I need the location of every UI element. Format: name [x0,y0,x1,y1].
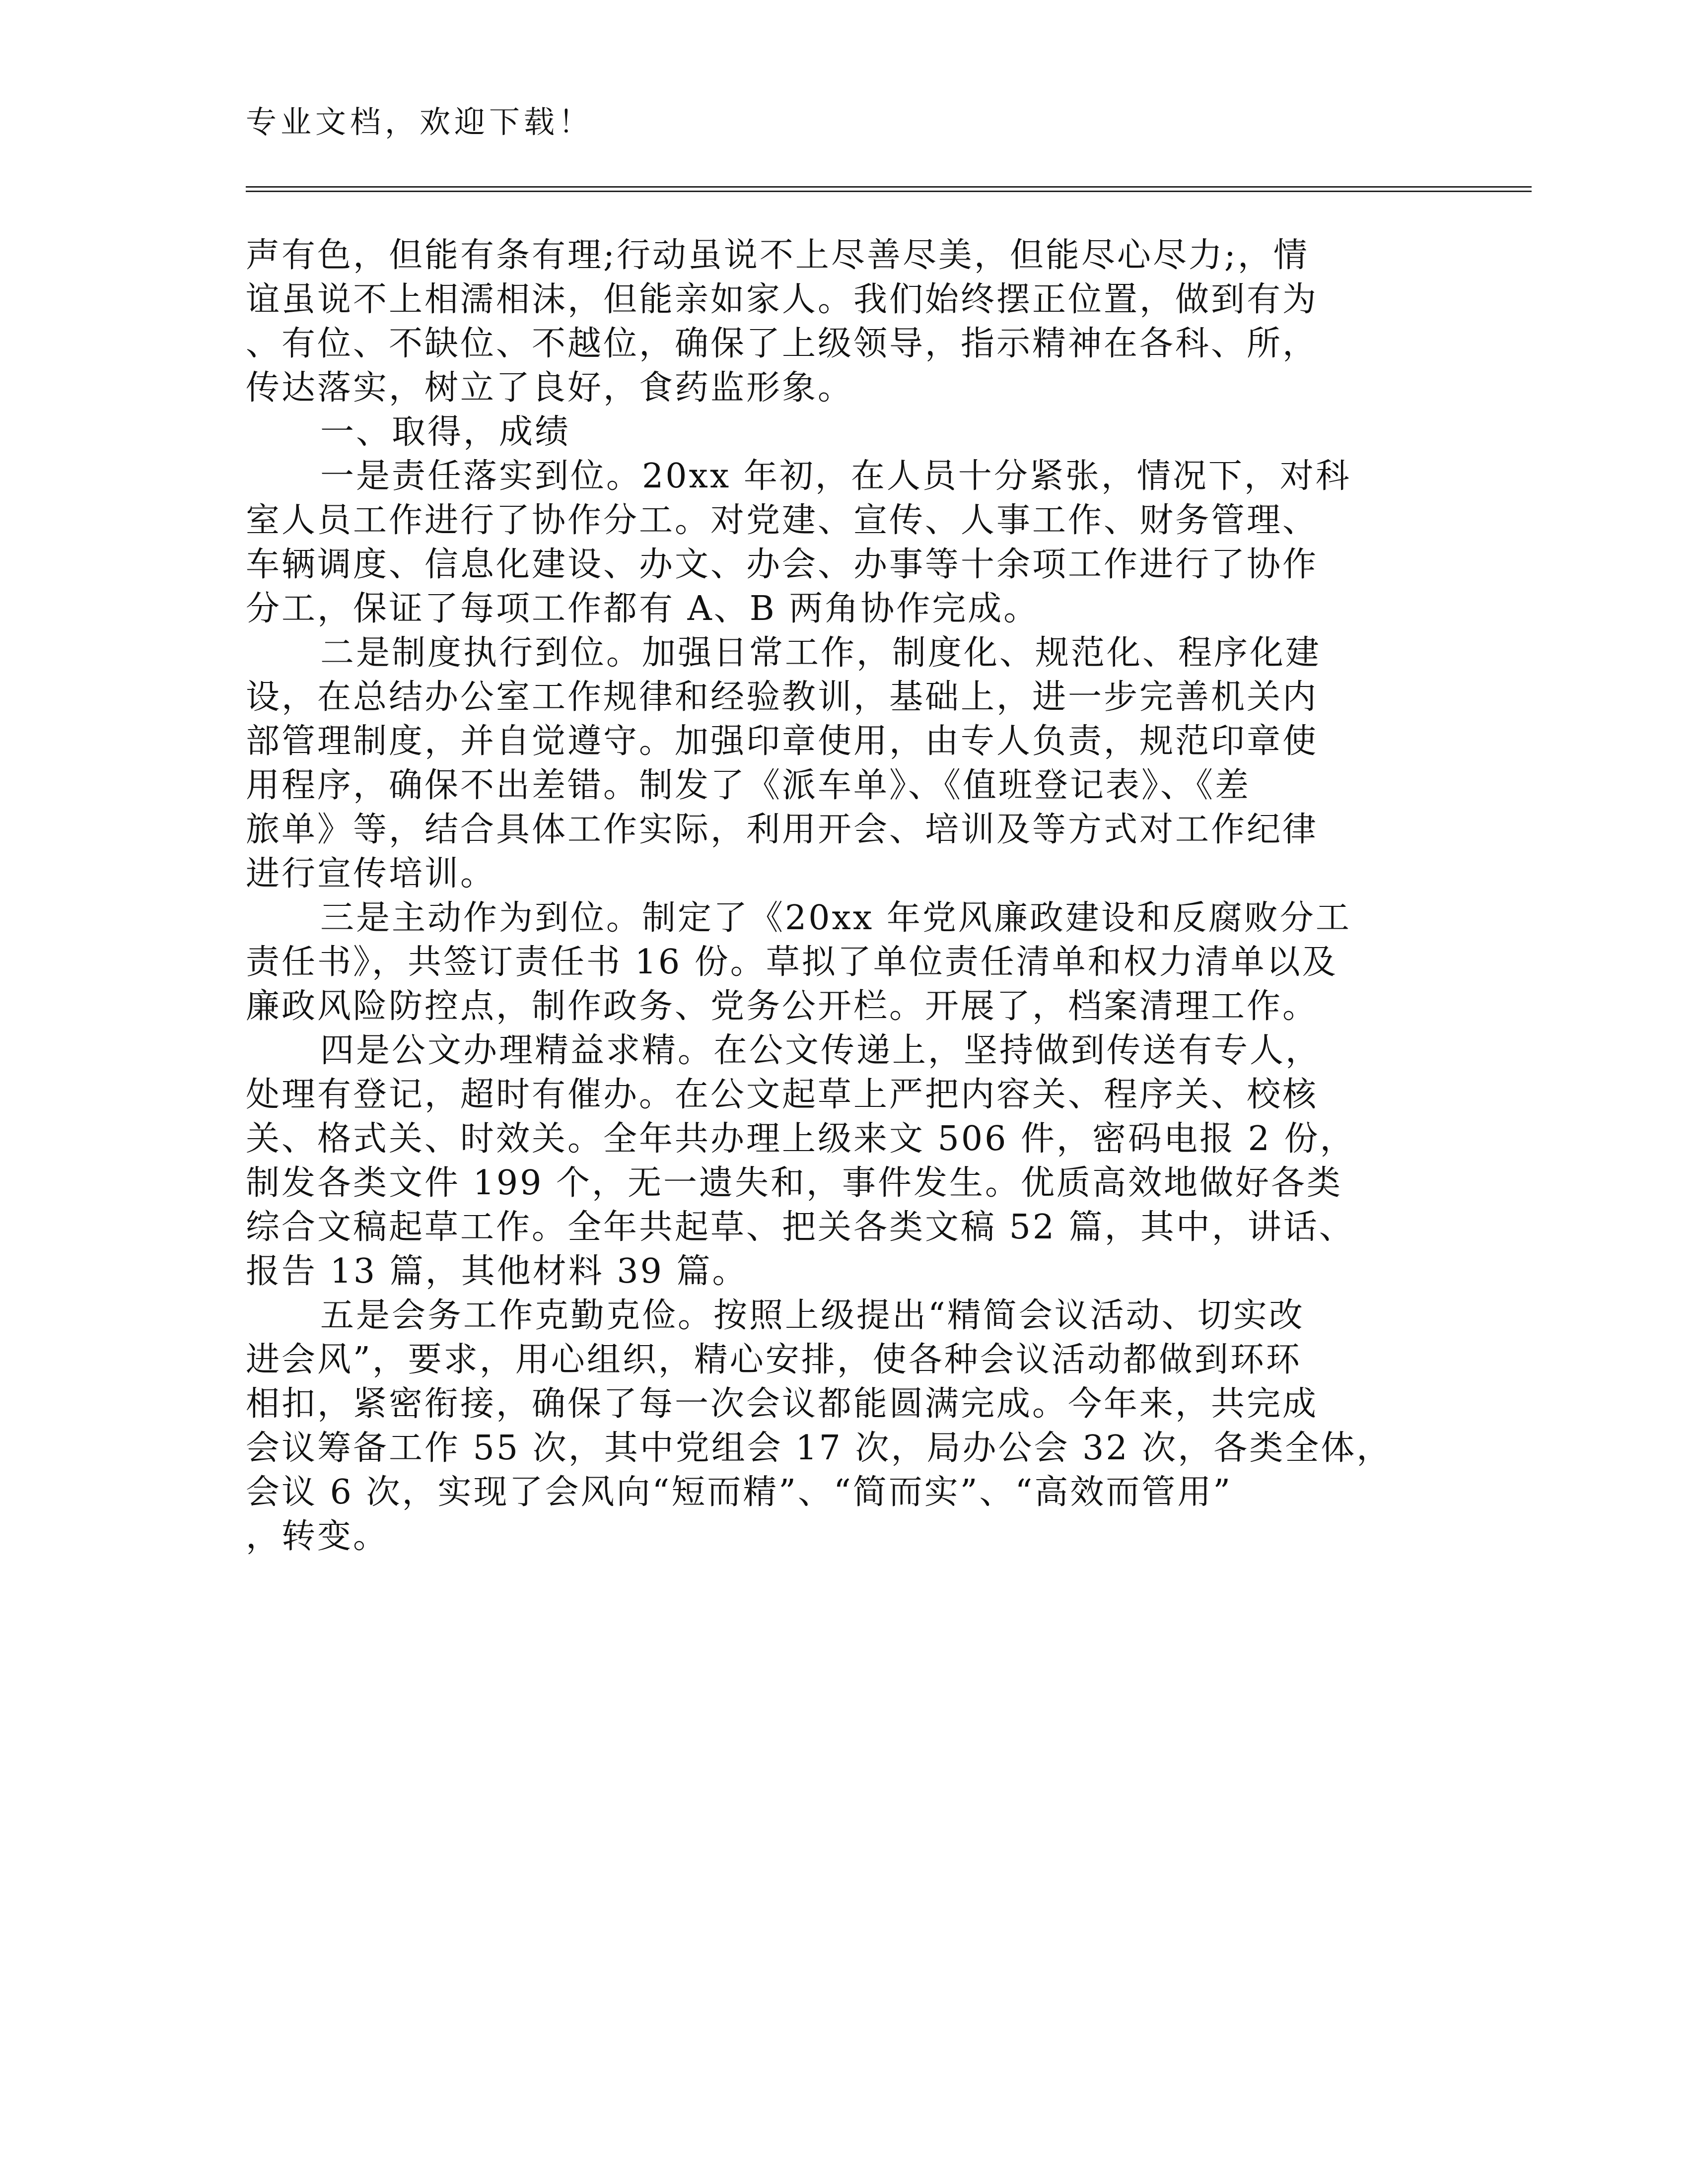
body-line: 室人员工作进行了协作分工。对党建、宣传、人事工作、财务管理、 [246,501,1319,540]
header-double-rule [246,186,1532,193]
section-heading: 一、取得，成绩 [320,412,571,452]
body-line: 谊虽说不上相濡相沫，但能亲如家人。我们始终摆正位置，做到有为 [246,280,1319,319]
paragraph-first-line: 二是制度执行到位。加强日常工作，制度化、规范化、程序化建 [320,633,1322,673]
body-line: 会议筹备工作 55 次，其中党组会 17 次，局办公会 32 次，各类全体， [246,1429,1393,1468]
body-line: 处理有登记，超时有催办。在公文起草上严把内容关、程序关、校核 [246,1075,1319,1114]
page-header-text: 专业文档，欢迎下载！ [246,104,594,140]
body-line: 综合文稿起草工作。全年共起草、把关各类文稿 52 篇，其中，讲话、 [246,1208,1355,1247]
body-line: 关、格式关、时效关。全年共办理上级来文 506 件，密码电报 2 份， [246,1119,1356,1159]
body-line: 制发各类文件 199 个，无一遗失和，事件发生。优质高效地做好各类 [246,1163,1343,1203]
body-line: 传达落实，树立了良好，食药监形象。 [246,368,854,408]
paragraph-first-line: 三是主动作为到位。制定了《20xx 年党风廉政建设和反腐败分工 [320,898,1351,938]
document-body [246,233,1407,1559]
body-line: 进会风”，要求，用心组织，精心安排，使各种会议活动都做到环环 [246,1340,1302,1379]
body-line: 用程序，确保不出差错。制发了《派车单》、《值班登记表》、《差 [246,766,1251,805]
body-line: 声有色，但能有条有理;行动虽说不上尽善尽美，但能尽心尽力;，情 [246,236,1309,275]
body-line: 报告 13 篇，其他材料 39 篇。 [246,1252,748,1291]
body-line: 车辆调度、信息化建设、办文、办会、办事等十余项工作进行了协作 [246,545,1319,584]
body-line: 分工，保证了每项工作都有 A、B 两角协作完成。 [246,589,1040,628]
paragraph-first-line: 一是责任落实到位。20xx 年初，在人员十分紧张，情况下，对科 [320,457,1351,496]
header-rule-line-bottom [246,191,1532,192]
body-line: 责任书》，共签订责任书 16 份。草拟了单位责任清单和权力清单以及 [246,943,1338,982]
body-line: ，转变。 [246,1517,389,1556]
body-line: 旅单》等，结合具体工作实际，利用开会、培训及等方式对工作纪律 [246,810,1319,849]
body-line: 、有位、不缺位、不越位，确保了上级领导，指示精神在各科、所， [246,324,1319,363]
body-line: 设，在总结办公室工作规律和经验教训，基础上，进一步完善机关内 [246,678,1319,717]
body-line: 廉政风险防控点，制作政务、党务公开栏。开展了，档案清理工作。 [246,987,1319,1026]
body-line: 相扣，紧密衔接，确保了每一次会议都能圆满完成。今年来，共完成 [246,1384,1319,1424]
body-line: 进行宣传培训。 [246,854,496,893]
paragraph-first-line: 五是会务工作克勤克俭。按照上级提出“精简会议活动、切实改 [320,1296,1305,1335]
body-line: 会议 6 次，实现了会风向“短而精”、“简而实”、“高效而管用” [246,1473,1233,1512]
header-rule-line-top [246,186,1532,188]
paragraph-first-line: 四是公文办理精益求精。在公文传递上，坚持做到传送有专人， [320,1031,1322,1070]
body-line: 部管理制度，并自觉遵守。加强印章使用，由专人负责，规范印章使 [246,722,1319,761]
